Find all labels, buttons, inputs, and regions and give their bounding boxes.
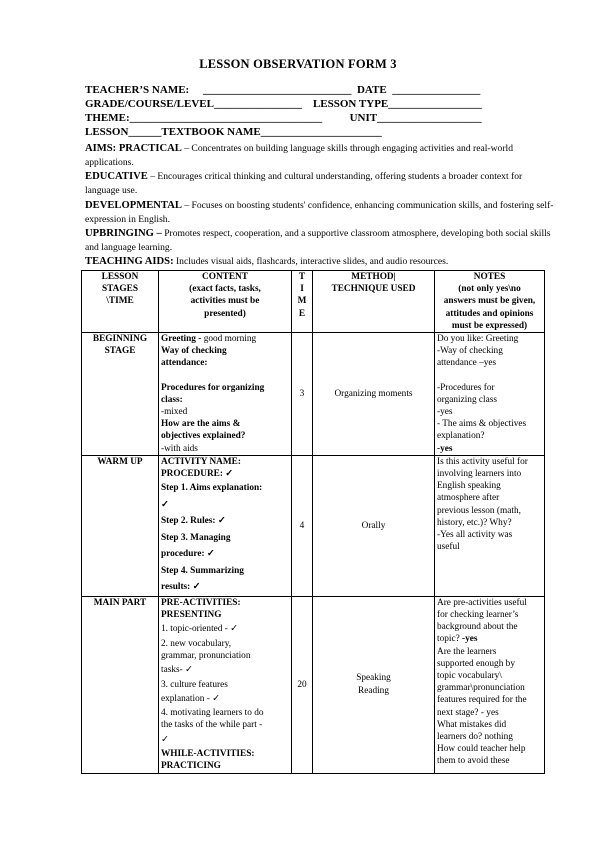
method-cell-beginning: Organizing moments [313,333,435,456]
theme-unit-line: THEME:___________________________________ UNIT___________________ [85,112,482,124]
table-row [82,596,545,773]
stage-cell-warmup: WARM UP [82,455,159,596]
method-cell-main: Speaking Reading [313,596,435,773]
header-stages: LESSON STAGES \TIME [82,271,159,333]
method-cell-warmup: Orally [313,455,435,596]
notes-cell-beginning: Do you like: Greeting -Way of checking attendance –yes -Procedures for organizing class -yes - The aims & objectives explanation? -yes [435,333,545,456]
stage-cell-beginning: BEGINNING STAGE [82,333,159,456]
aims-educative-text: – Encourages critical thinking and cultural understanding, offering students a broader context for language use. [85,171,523,196]
aims-educative-label: EDUCATIVE [85,171,148,182]
header-content: CONTENT (exact facts, tasks, activities must be presented) [159,271,292,333]
teaching-aids [85,255,555,269]
aims-developmental-text: – Focuses on boosting students' confidence, enhancing communication skills, and fostering self-expression in English. [85,200,554,225]
time-cell-warmup: 4 [292,455,313,596]
content-cell-warmup: ACTIVITY NAME: PROCEDURE: ✓ Step 1. Aims explanation: ✓ Step 2. Rules: ✓ Step 3. Managing procedure: ✓ Step 4. Summarizing results: ✓ [159,455,292,596]
time-cell-main: 20 [292,596,313,773]
stage-cell-main: MAIN PART [82,596,159,773]
teacher-name-line: TEACHER’S NAME: ___________________________ DATE ________________ [85,84,481,96]
lesson-textbook-line: LESSON______TEXTBOOK NAME______________________ [85,126,382,138]
table-row [82,333,545,456]
header-time: T I M E [292,271,313,333]
aims-educative [85,170,555,197]
teaching-aids-label: TEACHING AIDS: [85,256,174,267]
content-cell-beginning: Greeting - good morning Way of checking attendance: Procedures for organizing class: -mixed How are the aims & objectives explained? -with aids [159,333,292,456]
teaching-aids-text: Includes visual aids, flashcards, interactive slides, and audio resources. [173,256,449,267]
table-row [82,455,545,596]
aims-developmental [85,199,555,226]
aims-practical-text: – Concentrates on building language skills through engaging activities and real-world applications. [85,143,513,168]
aims-developmental-label: DEVELOPMENTAL [85,200,182,211]
aims-upbringing [85,227,555,254]
header-method: METHOD| TECHNIQUE USED [313,271,435,333]
aims-practical-label: AIMS: PRACTICAL [85,143,182,154]
content-cell-main: PRE-ACTIVITIES: PRESENTING 1. topic-oriented - ✓ 2. new vocabulary, grammar, pronunciation tasks- ✓ 3. culture features explanation - ✓ 4. motivating learners to do the tasks of the while part - ✓ WHILE-ACTIVITIES: PRACTICING [159,596,292,773]
aims-upbringing-label: UPBRINGING – [85,228,162,239]
notes-cell-main: Are pre-activities useful for checking learner’s background about the topic? -yes Are the learners supported enough by topic vocabulary\ grammar\pronunciation features required for the next stage? - yes What mistakes did learners do? nothing How could teacher help them to avoid these [435,596,545,773]
aims-upbringing-text: Promotes respect, cooperation, and a supportive classroom atmosphere, developing both social skills and language learning. [85,228,551,253]
time-cell-beginning: 3 [292,333,313,456]
form-title: LESSON OBSERVATION FORM 3 [199,57,397,71]
notes-cell-warmup: Is this activity useful for involving learners into English speaking atmosphere after previous lesson (math, history, etc.)? Why? -Yes all activity was useful [435,455,545,596]
aims-practical [85,142,555,169]
grade-lesson-type-line: GRADE/COURSE/LEVEL________________ LESSON TYPE_________________ [85,98,482,110]
table-header-row [82,271,545,333]
header-notes: NOTES (not only yes\no answers must be given, attitudes and opinions must be expressed) [435,271,545,333]
observation-table [81,270,545,774]
